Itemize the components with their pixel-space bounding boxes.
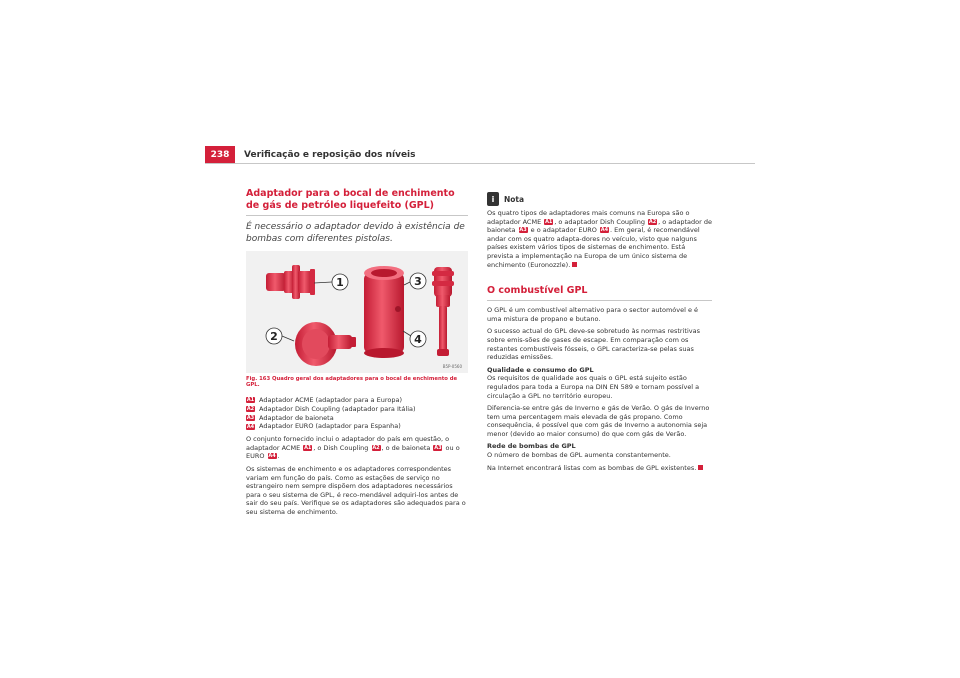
gpl-intro: O GPL é um combustível alternativo para o sector automóvel e é uma mistura de propano e butano.: [487, 306, 699, 323]
header-rule: [205, 163, 755, 164]
note-paragraph: Os quatro tipos de adaptadores mais comuns na Europa são o adaptador ACME A1 , o adaptador Dish Coupling A2 , o adaptador de baioneta A3 e o adaptador EURO A4 . Em geral, é recomendável andar com os quatro adapta-dores no veículo, visto que nalguns países existem vários tipos de sistemas de enchimento. Está prevista a implementação na Europa de um único sistema de enchimento (Euronozzle).: [487, 209, 712, 269]
callout-label-4: 4: [414, 333, 422, 346]
callout-line-3: [404, 282, 410, 285]
adapters-illustration: [246, 251, 468, 373]
section-title-adapter: Adaptador para o bocal de enchimento de gás de petróleo liquefeito (GPL): [246, 188, 455, 211]
gpl-success: O sucesso actual do GPL deve-se sobretudo às normas restritivas sobre emis-sões de gases de escape. Em comparação com os restantes combustíveis fósseis, o GPL caracteriza-se pelas suas reduzidas emissões.: [487, 327, 700, 362]
callout-label-3: 3: [414, 275, 422, 288]
badge-a1: A1: [304, 444, 312, 451]
badge-a2: A2: [648, 218, 657, 225]
section-title-gpl: O combustível GPL: [487, 285, 588, 297]
legend-item: [246, 396, 468, 405]
section-rule: [487, 300, 712, 301]
quality-paragraph: Os requisitos de qualidade aos quais o GPL está sujeito estão regulados para toda a Europa na DIN EN 589 e tornam possível a circulação a GPL no território europeu.: [487, 374, 700, 400]
subheading-network: Rede de bombas de GPL: [487, 442, 576, 451]
badge-a4: A4: [268, 453, 276, 460]
network-paragraph: O número de bombas de GPL aumenta constantemente.: [487, 451, 671, 460]
running-title: Verificação e reposição dos níveis: [244, 150, 416, 160]
note-header: [487, 192, 712, 206]
adapter-euro-shape: [432, 267, 454, 356]
adapter-dish-shape: [295, 322, 356, 366]
badge-a1: A1: [246, 397, 255, 404]
badge-a4: A4: [600, 227, 609, 234]
badge-a1: A1: [545, 218, 553, 225]
legend-item: [246, 405, 468, 414]
kit-paragraph: O conjunto fornecido inclui o adaptador do país em questão, o adaptador ACME A1 , o Dish Coupling A2 , o de baioneta A3 ou o EURO A4 .: [246, 435, 460, 461]
callout-line-1: [314, 282, 332, 283]
adapters-figure: [246, 251, 468, 373]
adapter-acme-shape: [266, 265, 315, 299]
right-column: [487, 192, 712, 476]
subheading-quality: Qualidade e consumo do GPL: [487, 365, 594, 374]
legend-list: [246, 396, 468, 431]
callout-label-1: 1: [336, 276, 344, 289]
info-note-icon: i: [487, 192, 499, 206]
legend-text: Adaptador Dish Coupling (adaptador para Itália): [259, 404, 416, 413]
note-title: Nota: [504, 194, 525, 204]
badge-a4: A4: [246, 423, 255, 430]
legend-text: Adaptador ACME (adaptador para a Europa): [259, 396, 402, 404]
badge-a2: A2: [372, 444, 380, 451]
winter-summer-paragraph: Diferencia-se entre gás de Inverno e gás de Verão. O gás de Inverno tem uma percentagem mais elevada de gás propano. Como consequência, é possível que com gás de Inverno a autonomia seja menor (devido ao maior consumo) do que com gás de Verão.: [487, 404, 710, 438]
legend-item: [246, 422, 468, 431]
left-column: [246, 188, 468, 521]
legend-text: Adaptador EURO (adaptador para Espanha): [259, 422, 401, 431]
adapter-bayonet-shape: [364, 266, 404, 358]
page-number: 238: [205, 146, 235, 163]
figure-code: B5P-0560: [442, 364, 462, 369]
callout-label-2: 2: [270, 330, 278, 343]
section-rule: [246, 215, 468, 216]
badge-a3: A3: [246, 414, 255, 421]
lead-text: É necessário o adaptador devido à existência de bombas com diferentes pistolas.: [246, 222, 465, 244]
systems-paragraph: Os sistemas de enchimento e os adaptadores correspondentes variam em função do país. Como as estações de serviço no estrangeiro nem sempre dispõem dos adaptadores necessários para o seu sistema de GPL, é reco-mendável adquiri-los antes de sair do seu país. Verifique se os adaptadores são adequados para o seu sistema de enchimento.: [246, 464, 466, 516]
end-mark-icon: [698, 465, 703, 470]
legend-text: Adaptador de baioneta: [259, 413, 334, 422]
figure-caption: Fig. 163 Quadro geral dos adaptadores para o bocal de enchimento de GPL.: [246, 376, 458, 388]
legend-item: [246, 414, 468, 423]
callout-line-4: [403, 331, 411, 336]
badge-a3: A3: [519, 227, 527, 234]
badge-a2: A2: [246, 406, 255, 413]
end-mark-icon: [572, 262, 577, 267]
internet-paragraph: Na Internet encontrará listas com as bombas de GPL existentes.: [487, 464, 712, 473]
callout-line-2: [282, 336, 294, 341]
badge-a3: A3: [434, 444, 442, 451]
